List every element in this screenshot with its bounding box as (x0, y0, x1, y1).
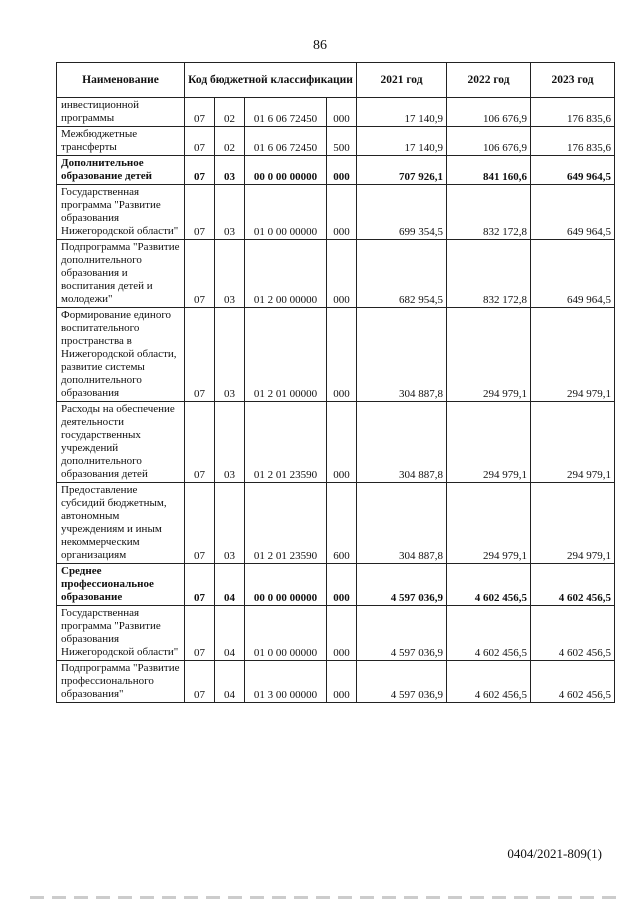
row-name: Подпрограмма "Развитие дополнительного образования и воспитания детей и молодежи" (57, 240, 185, 308)
row-name: Формирование единого воспитательного пространства в Нижегородской области, развитие системы дополнительного образования (57, 308, 185, 402)
row-name: Государственная программа "Развитие образования Нижегородской области" (57, 606, 185, 661)
header-2021: 2021 год (357, 63, 447, 98)
code-subsection: 04 (215, 606, 245, 661)
code-section: 07 (185, 564, 215, 606)
header-2023: 2023 год (531, 63, 615, 98)
code-expense-type: 600 (327, 483, 357, 564)
amount-2023: 4 602 456,5 (531, 606, 615, 661)
code-target: 01 2 01 23590 (245, 483, 327, 564)
code-expense-type: 000 (327, 564, 357, 606)
code-subsection: 03 (215, 402, 245, 483)
amount-2022: 106 676,9 (447, 127, 531, 156)
code-section: 07 (185, 308, 215, 402)
code-section: 07 (185, 127, 215, 156)
table-row (57, 661, 615, 703)
table-row (57, 240, 615, 308)
code-subsection: 03 (215, 483, 245, 564)
row-name: Государственная программа "Развитие образования Нижегородской области" (57, 185, 185, 240)
header-name: Наименование (57, 63, 185, 98)
amount-2023: 649 964,5 (531, 185, 615, 240)
table-row (57, 483, 615, 564)
code-section: 07 (185, 185, 215, 240)
code-target: 01 2 00 00000 (245, 240, 327, 308)
code-expense-type: 000 (327, 402, 357, 483)
table-body (57, 98, 615, 703)
amount-2023: 649 964,5 (531, 156, 615, 185)
amount-2023: 294 979,1 (531, 402, 615, 483)
amount-2023: 649 964,5 (531, 240, 615, 308)
code-section: 07 (185, 156, 215, 185)
row-name: Межбюджетные трансферты (57, 127, 185, 156)
amount-2021: 17 140,9 (357, 127, 447, 156)
amount-2021: 4 597 036,9 (357, 661, 447, 703)
amount-2021: 4 597 036,9 (357, 606, 447, 661)
amount-2022: 4 602 456,5 (447, 661, 531, 703)
amount-2022: 4 602 456,5 (447, 606, 531, 661)
code-target: 00 0 00 00000 (245, 564, 327, 606)
header-code: Код бюджетной классификации (185, 63, 357, 98)
code-target: 01 2 01 00000 (245, 308, 327, 402)
amount-2022: 832 172,8 (447, 185, 531, 240)
code-expense-type: 000 (327, 606, 357, 661)
code-subsection: 02 (215, 127, 245, 156)
amount-2022: 841 160,6 (447, 156, 531, 185)
code-expense-type: 000 (327, 156, 357, 185)
amount-2022: 4 602 456,5 (447, 564, 531, 606)
code-section: 07 (185, 402, 215, 483)
code-expense-type: 000 (327, 308, 357, 402)
code-expense-type: 500 (327, 127, 357, 156)
budget-table (56, 62, 615, 703)
code-subsection: 04 (215, 564, 245, 606)
table-row (57, 402, 615, 483)
amount-2022: 294 979,1 (447, 308, 531, 402)
table-row (57, 156, 615, 185)
amount-2023: 176 835,6 (531, 127, 615, 156)
code-subsection: 03 (215, 308, 245, 402)
amount-2023: 294 979,1 (531, 308, 615, 402)
code-subsection: 03 (215, 240, 245, 308)
row-name: Расходы на обеспечение деятельности государственных учреждений дополнительного образования детей (57, 402, 185, 483)
code-target: 01 2 01 23590 (245, 402, 327, 483)
amount-2021: 707 926,1 (357, 156, 447, 185)
amount-2023: 4 602 456,5 (531, 661, 615, 703)
table-header-row (57, 63, 615, 98)
document-code: 0404/2021-809(1) (507, 846, 602, 861)
table-row (57, 308, 615, 402)
code-section: 07 (185, 661, 215, 703)
code-expense-type: 000 (327, 661, 357, 703)
header-2022: 2022 год (447, 63, 531, 98)
code-target: 01 3 00 00000 (245, 661, 327, 703)
code-expense-type: 000 (327, 185, 357, 240)
code-section: 07 (185, 483, 215, 564)
code-subsection: 03 (215, 185, 245, 240)
amount-2022: 294 979,1 (447, 402, 531, 483)
code-expense-type: 000 (327, 240, 357, 308)
row-name: Подпрограмма "Развитие профессионального образования" (57, 661, 185, 703)
code-target: 00 0 00 00000 (245, 156, 327, 185)
code-target: 01 0 00 00000 (245, 185, 327, 240)
table-row (57, 98, 615, 127)
page-number: 86 (313, 38, 327, 53)
table-row (57, 185, 615, 240)
row-name: Предоставление субсидий бюджетным, автономным учреждениям и иным некоммерческим организациям (57, 483, 185, 564)
amount-2022: 294 979,1 (447, 483, 531, 564)
code-subsection: 02 (215, 98, 245, 127)
row-name: Дополнительное образование детей (57, 156, 185, 185)
code-section: 07 (185, 606, 215, 661)
code-target: 01 6 06 72450 (245, 98, 327, 127)
amount-2021: 699 354,5 (357, 185, 447, 240)
table-row (57, 606, 615, 661)
amount-2022: 832 172,8 (447, 240, 531, 308)
code-subsection: 04 (215, 661, 245, 703)
row-name: инвестиционной программы (57, 98, 185, 127)
amount-2021: 4 597 036,9 (357, 564, 447, 606)
amount-2023: 176 835,6 (531, 98, 615, 127)
code-section: 07 (185, 98, 215, 127)
code-section: 07 (185, 240, 215, 308)
code-target: 01 0 00 00000 (245, 606, 327, 661)
scan-artifact (30, 896, 620, 899)
amount-2021: 304 887,8 (357, 483, 447, 564)
code-target: 01 6 06 72450 (245, 127, 327, 156)
amount-2023: 4 602 456,5 (531, 564, 615, 606)
row-name: Среднее профессиональное образование (57, 564, 185, 606)
amount-2021: 17 140,9 (357, 98, 447, 127)
amount-2021: 304 887,8 (357, 308, 447, 402)
amount-2021: 682 954,5 (357, 240, 447, 308)
table-row (57, 564, 615, 606)
table-row (57, 127, 615, 156)
amount-2021: 304 887,8 (357, 402, 447, 483)
amount-2022: 106 676,9 (447, 98, 531, 127)
code-subsection: 03 (215, 156, 245, 185)
code-expense-type: 000 (327, 98, 357, 127)
amount-2023: 294 979,1 (531, 483, 615, 564)
